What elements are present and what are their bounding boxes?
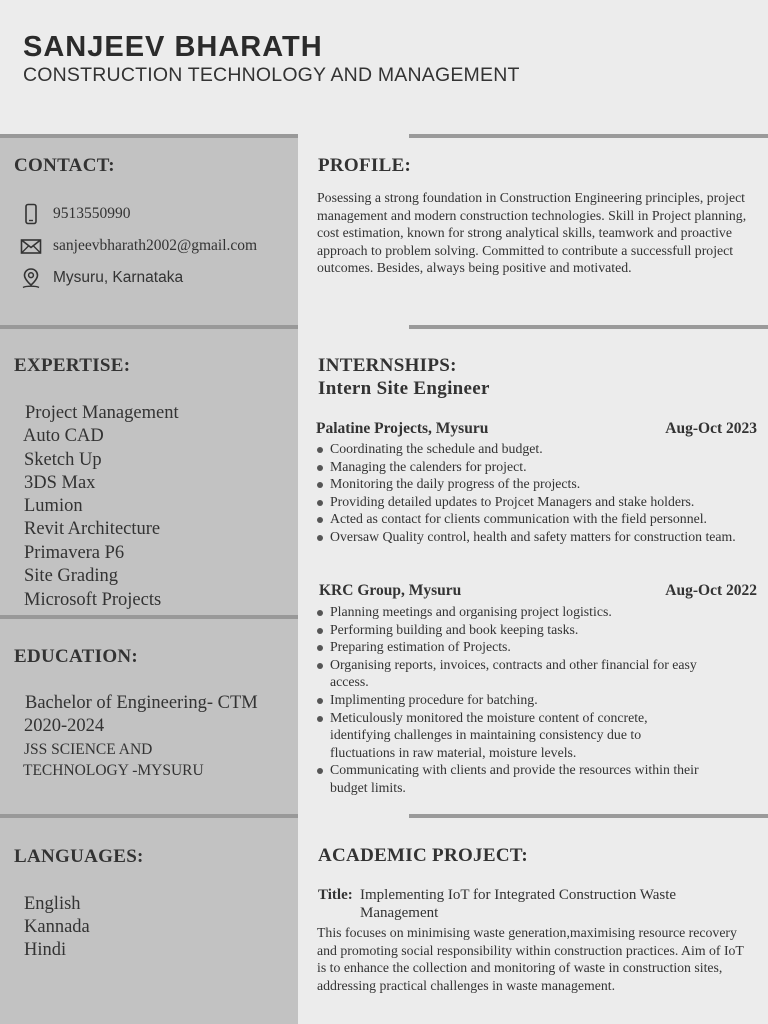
section-divider [409, 814, 768, 818]
education-heading: EDUCATION: [14, 646, 139, 667]
resume-name: SANJEEV BHARATH [23, 31, 323, 63]
job-header [316, 582, 757, 600]
academic-project-heading: ACADEMIC PROJECT: [318, 845, 529, 866]
list-item: Planning meetings and organising project logistics. [316, 603, 716, 621]
mail-icon [20, 235, 42, 257]
list-item: Acted as contact for clients communication with the field personnel. [316, 510, 756, 528]
sidebar-divider [0, 814, 298, 818]
list-item: Meticulously monitored the moisture content of concrete, identifying challenges in maintaining consistency due to fluctuations in raw material, moisture levels. [316, 709, 705, 762]
project-title-row [318, 886, 738, 922]
contact-location [20, 266, 183, 290]
sidebar-divider [0, 615, 298, 619]
internships-heading: INTERNSHIPS: [318, 355, 457, 376]
phone-number: 9513550990 [53, 205, 131, 222]
education-college-line1: JSS SCIENCE AND [24, 741, 153, 758]
list-item: Preparing estimation of Projects. [316, 638, 716, 656]
job-dates: Aug-Oct 2022 [665, 582, 757, 599]
list-item: Performing building and book keeping tasks. [316, 621, 716, 639]
list-item: Communicating with clients and provide the resources within their budget limits. [316, 761, 720, 796]
job-dates: Aug-Oct 2023 [665, 420, 757, 437]
skill-item: Revit Architecture [24, 519, 161, 539]
list-item: Coordinating the schedule and budget. [316, 440, 756, 458]
skill-item: Microsoft Projects [24, 590, 162, 610]
contact-email[interactable] [20, 234, 257, 258]
location-text: Mysuru, Karnataka [53, 269, 184, 286]
job-bullets [316, 440, 756, 546]
job-bullets [316, 603, 716, 797]
project-description: This focuses on minimising waste generation,maximising resource recovery and promoting social responsibility within construction practices. Aim of IoT is to enhance the collection and monitoring of waste in construction sites, addressing practical challenges in waste management. [317, 925, 744, 993]
expertise-heading: EXPERTISE: [14, 355, 131, 376]
list-item: Oversaw Quality control, health and safety matters for construction team. [316, 528, 756, 546]
phone-icon [20, 203, 42, 225]
list-item: Implimenting procedure for batching. [316, 691, 716, 709]
list-item: Providing detailed updates to Projcet Managers and stake holders. [316, 493, 756, 511]
list-item: Managing the calenders for project. [316, 458, 756, 476]
project-title-label: Title: [318, 887, 353, 903]
project-title: Implementing IoT for Integrated Construction Waste Management [360, 887, 677, 921]
education-degree: Bachelor of Engineering- CTM [25, 693, 258, 713]
job-company: Palatine Projects, Mysuru [316, 420, 489, 437]
resume-subtitle: CONSTRUCTION TECHNOLOGY AND MANAGEMENT [23, 64, 520, 86]
contact-phone[interactable] [20, 202, 131, 226]
sidebar-divider [0, 325, 298, 329]
languages-heading: LANGUAGES: [14, 846, 144, 867]
sidebar-divider [0, 134, 298, 138]
email-address: sanjeevbharath2002@gmail.com [53, 237, 258, 254]
education-years: 2020-2024 [24, 716, 105, 736]
skill-item: 3DS Max [24, 473, 96, 493]
profile-heading: PROFILE: [318, 155, 412, 176]
language-item: Kannada [24, 917, 90, 937]
list-item: Monitoring the daily progress of the projects. [316, 475, 756, 493]
skill-item: Primavera P6 [24, 543, 125, 563]
location-pin-icon [20, 267, 42, 289]
education-college-line2: TECHNOLOGY -MYSURU [23, 762, 204, 779]
language-item: English [24, 894, 81, 914]
job-company: KRC Group, Mysuru [319, 582, 462, 599]
skill-item: Lumion [24, 496, 83, 516]
job-header [316, 420, 757, 438]
skill-item: Sketch Up [24, 450, 102, 470]
contact-heading: CONTACT: [14, 155, 115, 176]
skill-item: Site Grading [24, 566, 119, 586]
internship-role: Intern Site Engineer [318, 378, 490, 399]
list-item: Organising reports, invoices, contracts and other financial for easy access. [316, 656, 700, 691]
skill-item: Auto CAD [23, 426, 104, 446]
section-divider [409, 325, 768, 329]
profile-text: Posessing a strong foundation in Construction Engineering principles, project management and modern construction technologies. Skill in Project planning, cost estimation, known for strong analytical skills, teamwork and proactive approach to problem solving. Committed to contribute a successfull project outcomes. Besides, always being positive and motivated. [317, 190, 747, 276]
language-item: Hindi [24, 940, 67, 960]
skill-item: Project Management [25, 403, 179, 423]
section-divider [409, 134, 768, 138]
